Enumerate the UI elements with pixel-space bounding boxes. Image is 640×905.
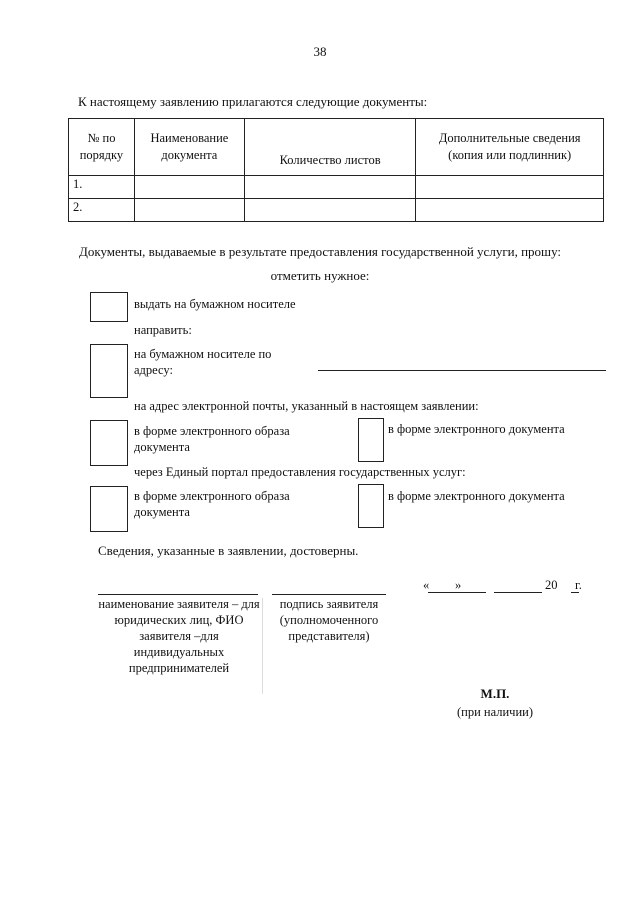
stamp-note: (при наличии) xyxy=(456,705,534,719)
col-header-name: Наименование документа xyxy=(134,119,244,176)
table-cell: 1. xyxy=(69,176,135,199)
table-cell[interactable] xyxy=(134,176,244,199)
paper-issue-checkbox[interactable] xyxy=(90,292,128,322)
send-label: направить: xyxy=(134,323,192,337)
date-month-line[interactable] xyxy=(494,592,542,593)
divider-line xyxy=(262,598,263,694)
portal-image-label: в форме электронного образа документа xyxy=(134,489,290,519)
attachments-table xyxy=(68,118,604,222)
table-cell: 2. xyxy=(69,199,135,222)
col-header-number: № по порядку xyxy=(69,119,135,176)
email-image-checkbox[interactable] xyxy=(90,420,128,466)
table-cell[interactable] xyxy=(416,176,604,199)
portal-document-checkbox[interactable] xyxy=(358,484,384,528)
date-year-prefix: 20 xyxy=(545,578,558,592)
attachments-intro: К настоящему заявлению прилагаются следующие документы: xyxy=(78,94,428,109)
portal-document-label: в форме электронного документа xyxy=(388,489,565,503)
confirmation-text: Сведения, указанные в заявлении, достоверны. xyxy=(98,543,359,558)
date-year-suffix: г. xyxy=(575,578,582,592)
email-document-label: в форме электронного документа xyxy=(388,422,565,436)
stamp-label: М.П. xyxy=(480,686,510,701)
col-header-sheets: Количество листов xyxy=(244,119,416,176)
delivery-prompt-note: отметить нужное: xyxy=(270,268,370,283)
applicant-signature-caption: подпись заявителя (уполномоченного представителя) xyxy=(279,597,379,643)
table-cell[interactable] xyxy=(244,199,416,222)
delivery-prompt: Документы, выдаваемые в результате предоставления государственной услуги, прошу: xyxy=(78,244,562,259)
paper-address-checkbox[interactable] xyxy=(90,344,128,398)
table-header-row xyxy=(69,119,604,176)
table-cell[interactable] xyxy=(134,199,244,222)
table-row xyxy=(69,176,604,199)
table-cell[interactable] xyxy=(244,176,416,199)
date-open-quote: « xyxy=(423,578,430,592)
portal-heading: через Единый портал предоставления государственных услуг: xyxy=(134,465,466,479)
applicant-name-line[interactable] xyxy=(98,594,258,595)
email-image-label: в форме электронного образа документа xyxy=(134,424,290,454)
email-heading: на адрес электронной почты, указанный в настоящем заявлении: xyxy=(134,399,479,413)
applicant-name-caption: наименование заявителя – для юридических лиц, ФИО заявителя –для индивидуальных предпринимателей xyxy=(98,597,260,675)
address-input-line[interactable] xyxy=(318,370,606,371)
email-document-checkbox[interactable] xyxy=(358,418,384,462)
col-header-additional: Дополнительные сведения (копия или подлинник) xyxy=(416,119,604,176)
portal-image-checkbox[interactable] xyxy=(90,486,128,532)
page-number: 38 xyxy=(313,44,327,59)
paper-issue-label: выдать на бумажном носителе xyxy=(134,297,296,311)
paper-address-label: на бумажном носителе по адресу: xyxy=(134,347,272,377)
applicant-signature-line[interactable] xyxy=(272,594,386,595)
date-close-quote: » xyxy=(455,578,462,592)
table-row xyxy=(69,199,604,222)
table-cell[interactable] xyxy=(416,199,604,222)
